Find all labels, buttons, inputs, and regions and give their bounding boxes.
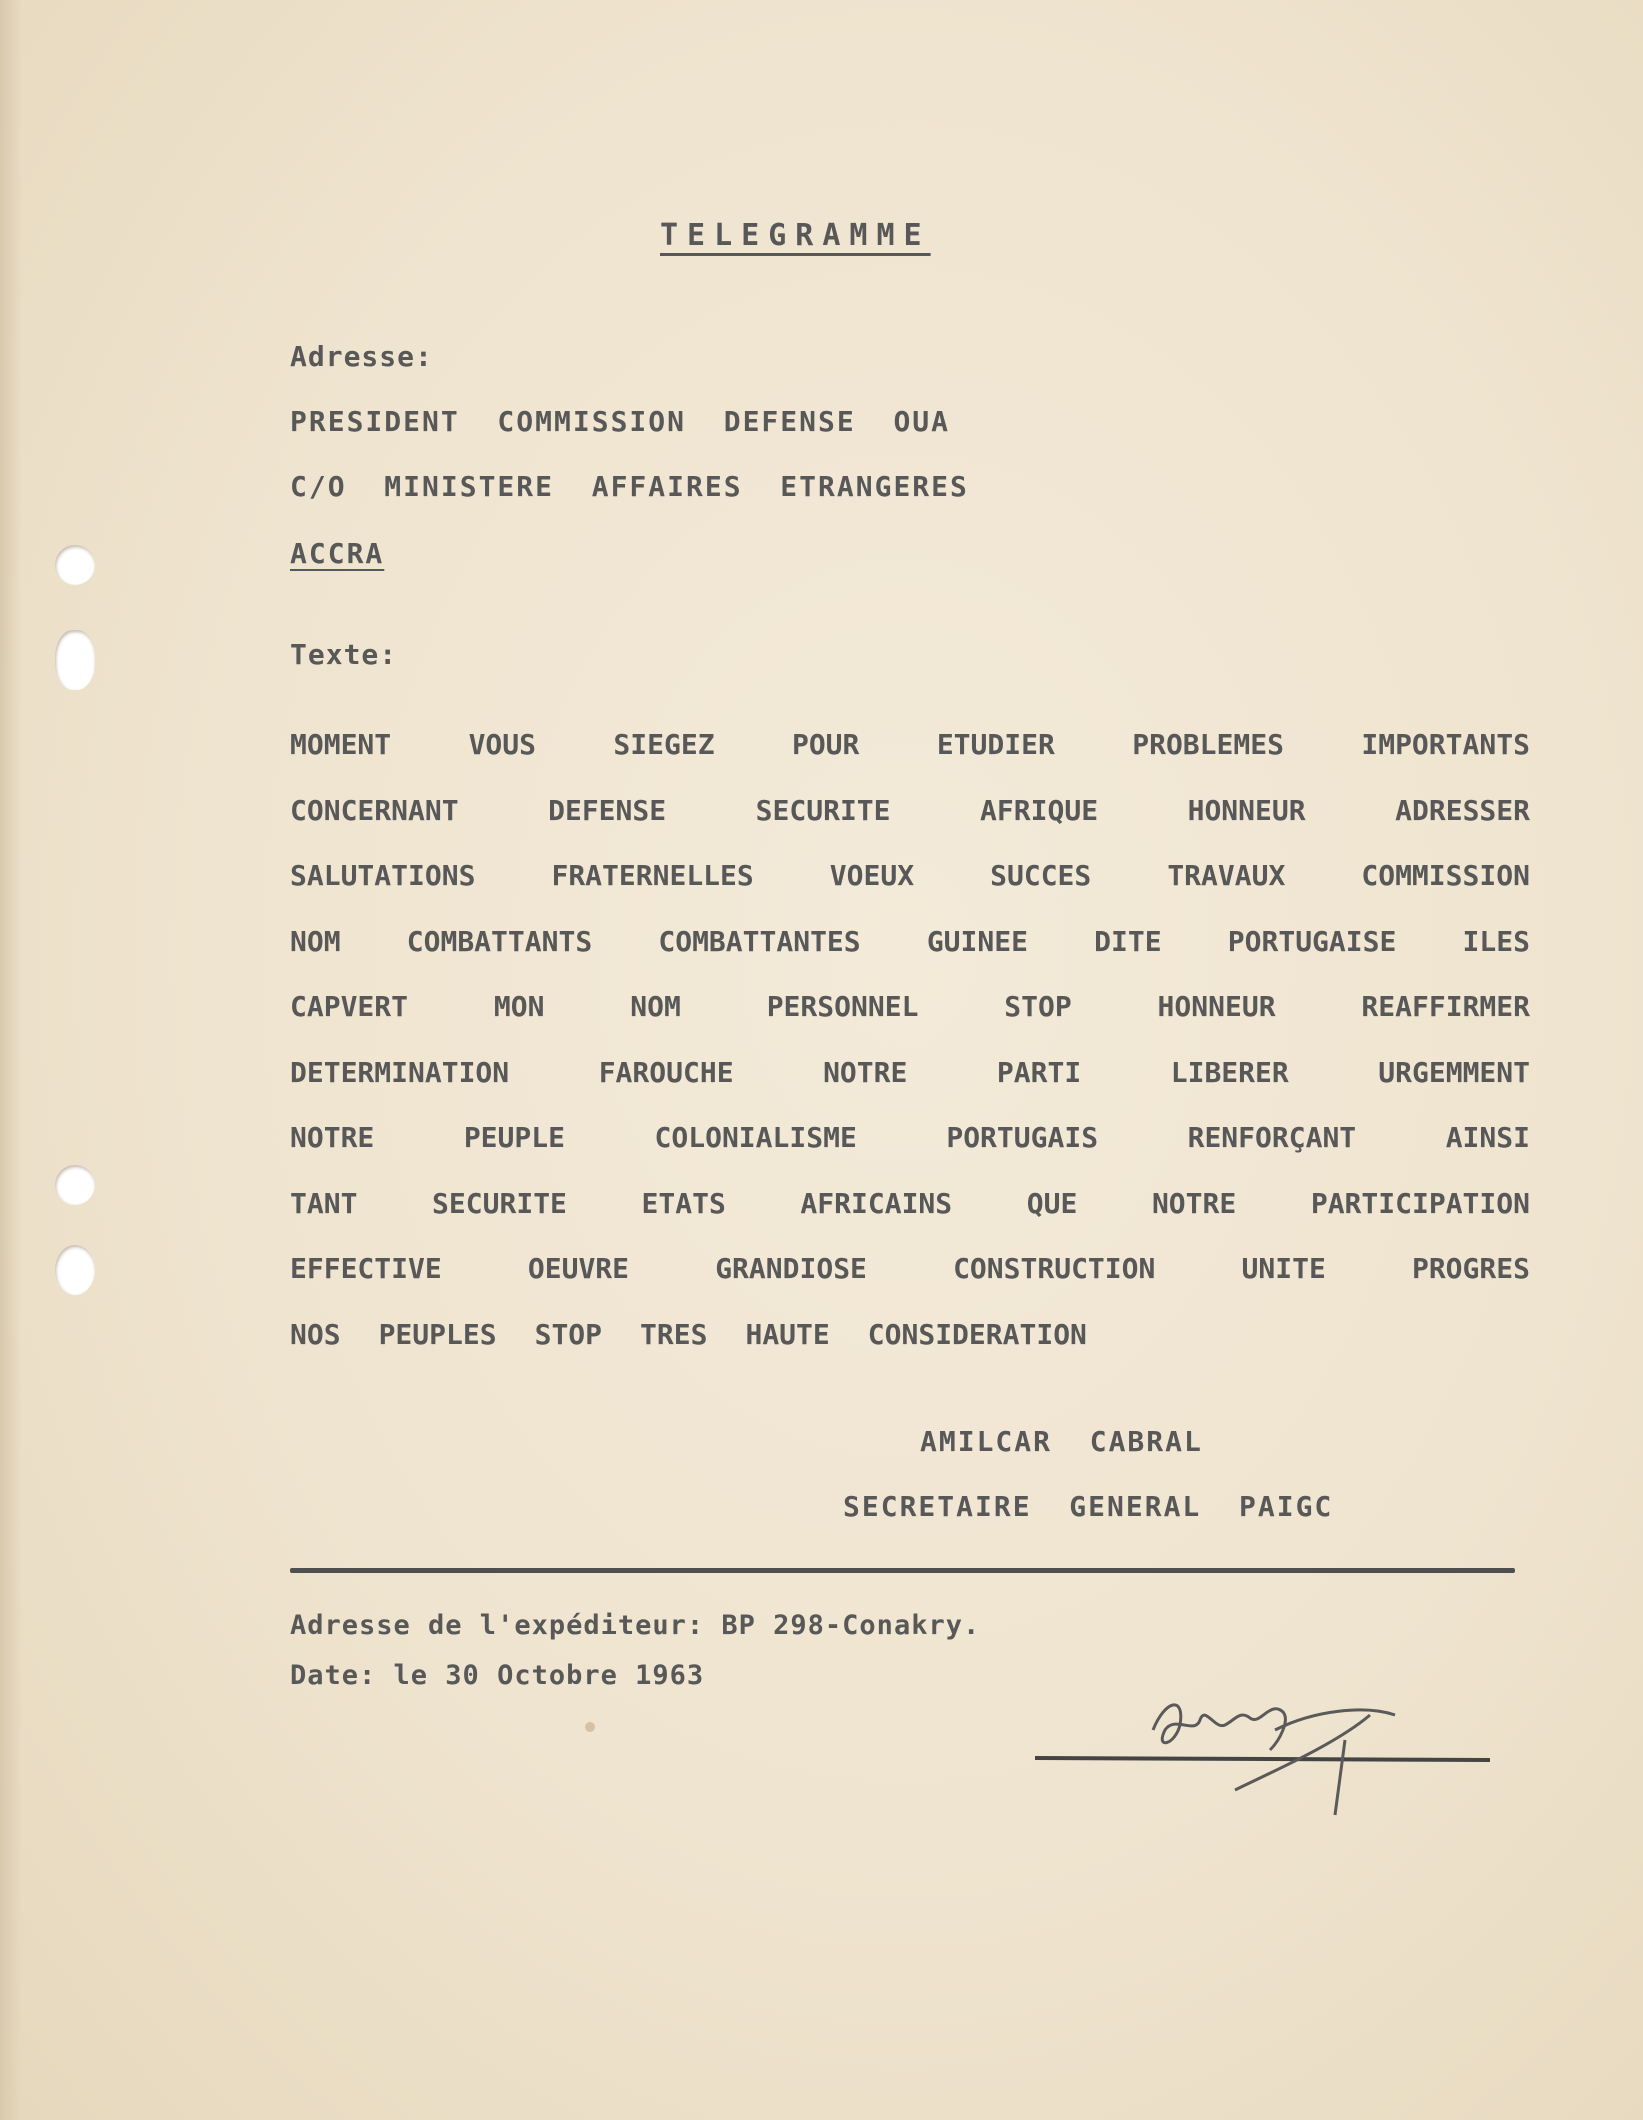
handwritten-signature (1035, 1690, 1515, 1820)
punch-hole-icon (55, 1165, 95, 1205)
body-word: EFFECTIVE (290, 1252, 442, 1285)
body-line (290, 791, 1530, 857)
body-word: CONSTRUCTION (953, 1252, 1156, 1285)
body-word: PARTICIPATION (1310, 1186, 1530, 1220)
body-word: ETATS (641, 1186, 726, 1220)
body-word: RENFORÇANT (1187, 1121, 1357, 1154)
body-word: NOTRE (1151, 1186, 1237, 1220)
body-word: NOTRE (823, 1055, 908, 1089)
body-word: SIEGEZ (613, 728, 715, 761)
body-line (290, 1249, 1530, 1315)
body-word: PERSONNEL (766, 990, 919, 1023)
document-date: Date: le 30 Octobre 1963 (290, 1660, 705, 1691)
body-word: PROGRES (1411, 1252, 1530, 1285)
sender-address: Adresse de l'expéditeur: BP 298-Conakry. (290, 1610, 981, 1641)
body-word: LIBERER (1170, 1055, 1289, 1089)
body-line (290, 1053, 1530, 1119)
body-word: CONSIDERATION (867, 1317, 1087, 1351)
body-word: VOEUX (829, 859, 915, 892)
body-word: HONNEUR (1157, 990, 1276, 1023)
body-word: PORTUGAISE (1227, 924, 1397, 958)
body-word: NOTRE (290, 1121, 375, 1154)
body-word: PEUPLES (378, 1317, 497, 1351)
signatory-name: AMILCAR CABRAL (920, 1425, 1203, 1458)
body-word: POUR (791, 728, 860, 761)
body-word: ADRESSER (1395, 793, 1530, 827)
divider-rule (290, 1568, 1515, 1573)
body-word: STOP (1004, 990, 1072, 1023)
body-line (290, 1118, 1530, 1184)
body-word: COLONIALISME (654, 1121, 857, 1154)
telegram-body (290, 725, 1530, 1380)
body-word: DITE (1094, 924, 1162, 958)
body-word: MOMENT (290, 728, 392, 761)
body-word: HAUTE (745, 1317, 830, 1351)
body-word: GUINEE (926, 924, 1028, 958)
body-word: NOM (630, 990, 681, 1023)
document-title: TELEGRAMME (660, 218, 931, 253)
body-word: TANT (290, 1186, 358, 1220)
body-line (290, 1315, 1530, 1381)
body-word: FAROUCHE (598, 1055, 734, 1089)
body-word: QUE (1026, 1186, 1078, 1220)
body-word: CAPVERT (290, 990, 409, 1023)
body-line (290, 725, 1530, 791)
body-word: FRATERNELLES (551, 859, 754, 892)
paper-stain (585, 1722, 595, 1732)
body-word: UNITE (1241, 1252, 1326, 1285)
body-line (290, 922, 1530, 988)
body-line (290, 987, 1530, 1053)
body-word: COMBATTANTES (658, 924, 861, 958)
body-word: DEFENSE (548, 793, 667, 827)
body-word: DETERMINATION (290, 1055, 510, 1089)
body-word: VOUS (468, 728, 536, 761)
body-word: SECURITE (432, 1186, 567, 1220)
body-word: HONNEUR (1187, 793, 1306, 827)
body-word: AFRICAINS (800, 1186, 953, 1220)
text-label: Texte: (290, 638, 398, 671)
body-word: CONCERNANT (290, 793, 459, 827)
punch-hole-icon (55, 1245, 95, 1295)
body-word: PARTI (996, 1055, 1082, 1089)
body-word: TRES (640, 1317, 708, 1351)
body-word: REAFFIRMER (1361, 990, 1530, 1023)
body-word: SECURITE (755, 793, 891, 827)
punch-hole-icon (55, 630, 95, 690)
body-word: NOM (290, 924, 341, 958)
address-label: Adresse: (290, 340, 433, 373)
body-word: AINSI (1445, 1121, 1530, 1154)
body-word: AFRIQUE (980, 793, 1099, 827)
address-line-city: ACCRA (290, 537, 385, 570)
body-word: COMBATTANTS (406, 924, 593, 958)
body-word: URGEMMENT (1378, 1055, 1530, 1089)
body-word: GRANDIOSE (715, 1252, 867, 1285)
body-word: OEUVRE (527, 1252, 630, 1285)
body-word: COMMISSION (1361, 859, 1530, 892)
body-word: SALUTATIONS (290, 859, 476, 892)
body-word: TRAVAUX (1167, 859, 1286, 892)
signatory-title: SECRETAIRE GENERAL PAIGC (843, 1490, 1334, 1523)
body-word: MON (493, 990, 545, 1023)
address-line-recipient: PRESIDENT COMMISSION DEFENSE OUA (290, 405, 951, 438)
body-word: NOS (290, 1317, 341, 1351)
body-word: PORTUGAIS (946, 1121, 1099, 1154)
body-word: STOP (534, 1317, 603, 1351)
body-word: IMPORTANTS (1361, 728, 1530, 761)
body-line (290, 1184, 1530, 1250)
body-word: SUCCES (990, 859, 1092, 892)
body-word: ILES (1462, 924, 1530, 958)
punch-hole-icon (55, 545, 95, 585)
paper-edge-shadow (0, 0, 22, 2120)
body-word: PEUPLE (463, 1121, 565, 1154)
address-line-care-of: C/O MINISTERE AFFAIRES ETRANGERES (290, 470, 969, 503)
body-word: ETUDIER (936, 728, 1055, 761)
body-word: PROBLEMES (1132, 728, 1284, 761)
body-line (290, 856, 1530, 922)
